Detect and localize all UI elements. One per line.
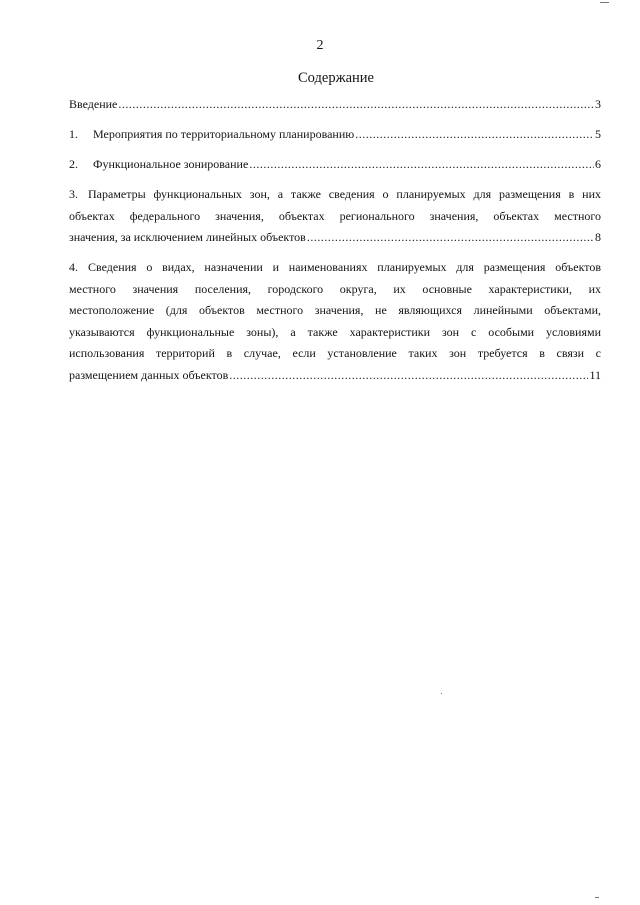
- toc-title: Содержание: [298, 70, 374, 86]
- dot-leader: [118, 94, 594, 116]
- toc-entry-text: Сведения о видах, назначении и наименованиях планируемых для размещения объектов: [88, 260, 601, 274]
- toc-entry-text: Мероприятия по территориальному планированию: [93, 127, 355, 141]
- toc-entry-number: 3.: [69, 187, 78, 201]
- dot-leader: [229, 365, 588, 387]
- toc-entry-last-line: [69, 365, 601, 387]
- toc-entry-1[interactable]: [69, 124, 601, 146]
- toc-entry-last-line: [69, 227, 601, 249]
- toc-entry-page: 3: [595, 97, 601, 111]
- table-of-contents: [69, 94, 601, 395]
- toc-entry-text: значения, за исключением линейных объектов: [69, 230, 306, 244]
- toc-entry-line: [69, 257, 601, 279]
- toc-entry-line: использования территорий в случае, если установление таких зон требуется в связи с: [69, 346, 601, 360]
- toc-entry-3[interactable]: [69, 184, 601, 249]
- page-number: 2: [316, 38, 324, 53]
- toc-entry-line: местоположение (для объектов местного значения, не являющихся линейными объектами,: [69, 303, 601, 317]
- scan-speck: [600, 2, 609, 3]
- toc-entry-line: местного значения поселения, городского округа, их основные характеристики, их: [69, 281, 601, 296]
- toc-entry-introduction[interactable]: [69, 94, 601, 116]
- toc-entry-2[interactable]: [69, 154, 601, 176]
- toc-entry-number: 1.: [69, 127, 78, 141]
- toc-entry-number: 4.: [69, 260, 78, 274]
- toc-entry-page: 11: [589, 367, 601, 382]
- dot-leader: [355, 124, 594, 146]
- toc-entry-text: Функциональное зонирование: [93, 157, 249, 171]
- dot-leader: [307, 227, 594, 249]
- toc-entry-line: [69, 184, 601, 206]
- scan-speck: [441, 693, 442, 694]
- toc-entry-text: Введение: [69, 97, 118, 111]
- toc-entry-number: 2.: [69, 157, 78, 171]
- toc-entry-line: объектах федерального значения, объектах регионального значения, объектах местного: [69, 208, 601, 223]
- toc-entry-page: 5: [595, 127, 601, 141]
- toc-entry-line: указываются функциональные зоны), а также характеристики зон с особыми условиями: [69, 324, 601, 339]
- dot-leader: [249, 154, 594, 176]
- toc-entry-page: 8: [595, 230, 601, 244]
- toc-entry-page: 6: [595, 157, 601, 171]
- toc-entry-text: Параметры функциональных зон, а также сведения о планируемых для размещения в них: [88, 187, 601, 201]
- toc-entry-4[interactable]: [69, 257, 601, 386]
- scan-speck: [595, 897, 599, 898]
- toc-entry-text: размещением данных объектов: [69, 367, 229, 382]
